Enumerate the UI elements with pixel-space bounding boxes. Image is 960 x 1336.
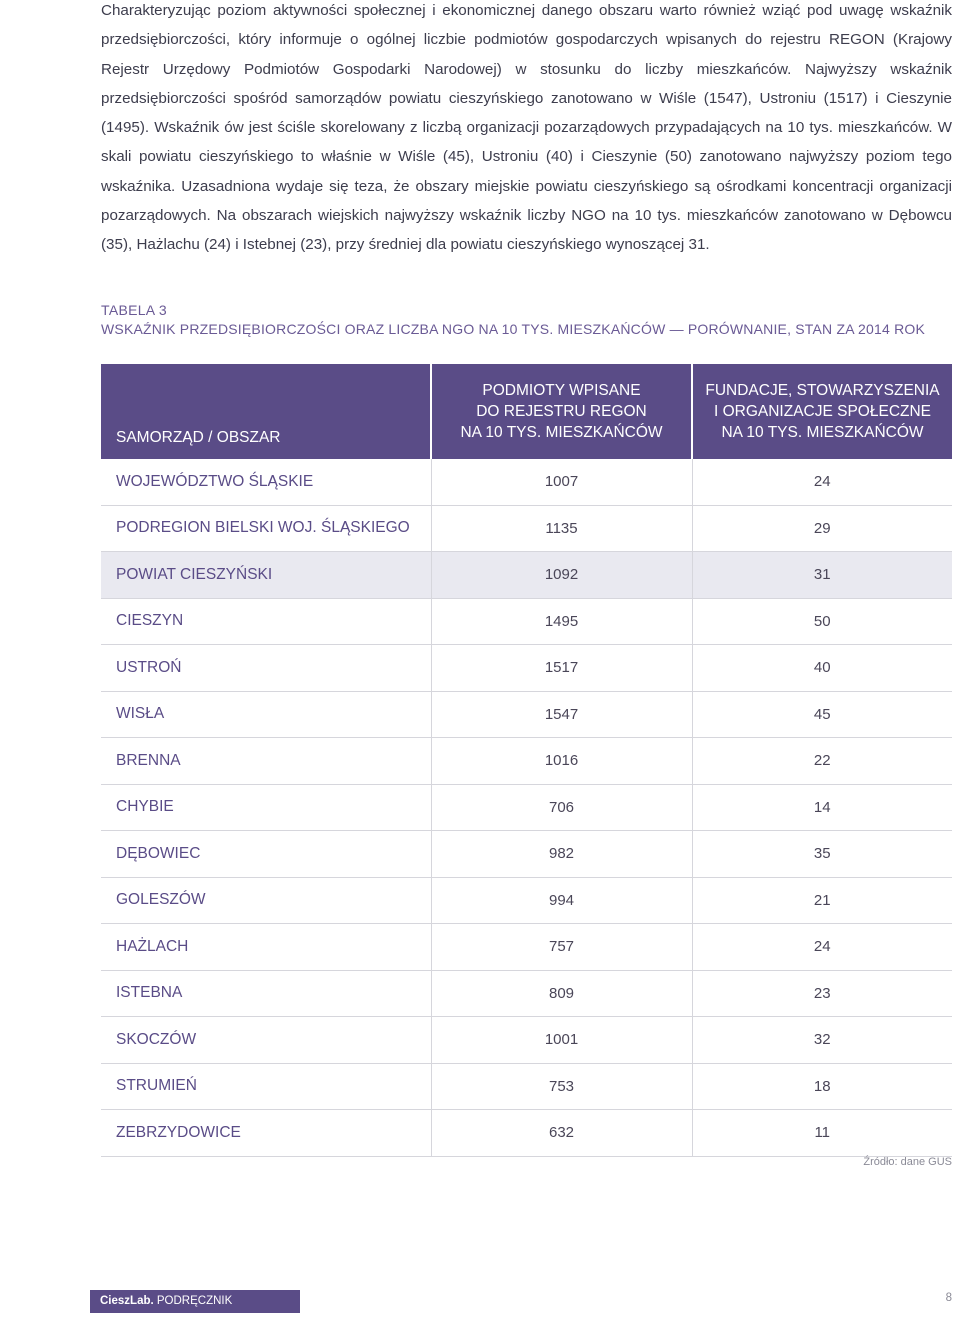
row-regon-value: 1135 — [431, 505, 692, 552]
row-ngo-value: 35 — [692, 831, 952, 878]
header-area-line: SAMORZĄD / OBSZAR — [116, 429, 281, 446]
table-row — [101, 1110, 952, 1157]
row-regon-value: 706 — [431, 784, 692, 831]
row-regon-value: 994 — [431, 877, 692, 924]
row-name: WISŁA — [101, 691, 431, 738]
row-regon-value: 1495 — [431, 598, 692, 645]
row-name: DĘBOWIEC — [101, 831, 431, 878]
table-body — [101, 459, 952, 1156]
table-row — [101, 691, 952, 738]
row-regon-value: 809 — [431, 970, 692, 1017]
row-name: SKOCZÓW — [101, 1017, 431, 1064]
row-name: BRENNA — [101, 738, 431, 785]
row-ngo-value: 29 — [692, 505, 952, 552]
row-ngo-value: 50 — [692, 598, 952, 645]
header-ngo — [692, 364, 952, 459]
row-regon-value: 1092 — [431, 552, 692, 599]
row-name: ZEBRZYDOWICE — [101, 1110, 431, 1157]
table-row — [101, 877, 952, 924]
header-ngo-line: I ORGANIZACJE SPOŁECZNE — [713, 403, 932, 420]
row-ngo-value: 40 — [692, 645, 952, 692]
row-ngo-value: 23 — [692, 970, 952, 1017]
table-row — [101, 1063, 952, 1110]
header-regon-line: NA 10 TYS. MIESZKAŃCÓW — [460, 424, 663, 441]
table-row — [101, 645, 952, 692]
row-ngo-value: 45 — [692, 691, 952, 738]
body-paragraph: Charakteryzując poziom aktywności społecznej i ekonomicznej danego obszaru warto również wziąć pod uwagę wskaźnik przedsiębiorczości, który informuje o ogólnej liczbie podmiotów gospodarczych wpisanych do rejestru REGON (Krajowy Rejestr Urzędowy Podmiotów Gospodarki Narodowej) w stosunku do liczby mieszkańców. Najwyższy wskaźnik przedsiębiorczości spośród samorządów powiatu cieszyńskiego zanotowano w Wiśle (1547), Ustroniu (1517) i Cieszynie (1495). Wskaźnik ów jest ściśle skorelowany z liczbą organizacji pozarządowych przypadających na 10 tys. mieszkańców. W skali powiatu cieszyńskiego to właśnie w Wiśle (45), Ustroniu (40) i Cieszynie (50) zanotowano najwyższy poziom tego wskaźnika. Uzasadniona wydaje się teza, że obszary miejskie powiatu cieszyńskiego są ośrodkami koncentracji organizacji pozarządowych. Na obszarach wiejskich najwyższy wskaźnik liczby NGO na 10 tys. mieszkańców zanotowano w Dębowcu (35), Hażlachu (24) i Istebnej (23), przy średniej dla powiatu cieszyńskiego wynoszącej 31. — [101, 2, 952, 254]
row-name: WOJEWÓDZTWO ŚLĄSKIE — [101, 459, 431, 505]
table-row — [101, 738, 952, 785]
page-number: 8 — [945, 1292, 952, 1304]
table-row — [101, 924, 952, 971]
row-ngo-value: 31 — [692, 552, 952, 599]
row-regon-value: 753 — [431, 1063, 692, 1110]
row-regon-value: 757 — [431, 924, 692, 971]
header-regon — [431, 364, 692, 459]
row-ngo-value: 32 — [692, 1017, 952, 1064]
row-regon-value: 1001 — [431, 1017, 692, 1064]
row-ngo-value: 21 — [692, 877, 952, 924]
row-name: POWIAT CIESZYŃSKI — [101, 552, 431, 599]
row-ngo-value: 14 — [692, 784, 952, 831]
row-regon-value: 1016 — [431, 738, 692, 785]
header-area — [101, 364, 431, 459]
table-row — [101, 459, 952, 505]
table-row — [101, 831, 952, 878]
footer-bar — [90, 1290, 300, 1330]
row-ngo-value: 24 — [692, 924, 952, 971]
table-row — [101, 505, 952, 552]
row-regon-value: 1007 — [431, 459, 692, 505]
header-ngo-line: FUNDACJE, STOWARZYSZENIA — [705, 382, 940, 399]
row-ngo-value: 18 — [692, 1063, 952, 1110]
header-regon-line: DO REJESTRU REGON — [476, 403, 647, 420]
row-regon-value: 632 — [431, 1110, 692, 1157]
row-regon-value: 1517 — [431, 645, 692, 692]
row-ngo-value: 22 — [692, 738, 952, 785]
row-name: ISTEBNA — [101, 970, 431, 1017]
row-name: GOLESZÓW — [101, 877, 431, 924]
table-row — [101, 1017, 952, 1064]
footer-title: PODRĘCZNIK PARTNERSTWA — [100, 1295, 233, 1330]
row-name: CHYBIE — [101, 784, 431, 831]
row-name: PODREGION BIELSKI WOJ. ŚLĄSKIEGO — [101, 505, 431, 552]
data-table — [101, 364, 952, 1157]
row-ngo-value: 11 — [692, 1110, 952, 1157]
row-name: CIESZYN — [101, 598, 431, 645]
row-name: USTROŃ — [101, 645, 431, 692]
row-name: HAŻLACH — [101, 924, 431, 971]
footer-brand: CieszLab. — [100, 1295, 154, 1307]
header-regon-line: PODMIOTY WPISANE — [482, 382, 641, 399]
table-row — [101, 552, 952, 599]
row-ngo-value: 24 — [692, 459, 952, 505]
source-note: Źródło: dane GUS — [863, 1156, 952, 1168]
row-regon-value: 982 — [431, 831, 692, 878]
table-title: WSKAŹNIK PRZEDSIĘBIORCZOŚCI ORAZ LICZBA NGO NA 10 TYS. MIESZKAŃCÓW — PORÓWNANIE, STAN ZA 2014 ROK — [101, 321, 926, 337]
row-regon-value: 1547 — [431, 691, 692, 738]
table-row — [101, 598, 952, 645]
row-name: STRUMIEŃ — [101, 1063, 431, 1110]
table-row — [101, 970, 952, 1017]
header-ngo-line: NA 10 TYS. MIESZKAŃCÓW — [721, 424, 924, 441]
table-label: TABELA 3 — [101, 302, 167, 318]
table-row — [101, 784, 952, 831]
table-header — [101, 364, 952, 459]
